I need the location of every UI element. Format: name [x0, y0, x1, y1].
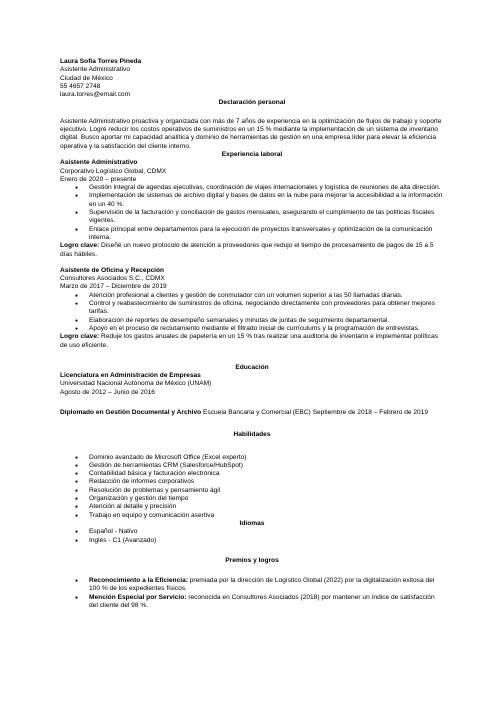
list-item: ● Dominio avanzado de Microsoft Office (Excel experto)	[60, 454, 444, 462]
job-company: Corporativo Logístico Global, CDMX	[60, 167, 167, 175]
contact-block	[60, 58, 444, 99]
award-text: premiada por la dirección de Logístico Global (2022) por la digitalización exitosa del 100 % de los expedientes físicos.	[89, 577, 435, 593]
candidate-phone: 55 4657 2748	[60, 82, 101, 90]
education-degree: Licenciatura en Administración de Empresas	[60, 372, 201, 380]
job-bullets	[60, 292, 444, 333]
candidate-name: Laura Sofía Torres Pineda	[60, 58, 142, 65]
education-diploma	[60, 409, 444, 417]
list-item	[60, 594, 444, 611]
list-item: ● Control y reabastecimiento de suministros de oficina, negociando directamente con proveedores para obtener mejores tarifas.	[60, 300, 444, 317]
education-school: Universidad Nacional Autónoma de México (UNAM)	[60, 380, 212, 388]
job-dates: Enero de 2020 – presente	[60, 175, 137, 183]
education-heading: Educación	[235, 363, 269, 371]
languages-heading: Idiomas	[239, 519, 265, 527]
job-role: Asistente de Oficina y Recepción	[60, 266, 165, 274]
list-item: ● Resolución de problemas y pensamiento ágil	[60, 487, 444, 495]
personal-statement: Asistente Administrativo proactiva y organizada con más de 7 años de experiencia en la optimización de flujos de trabajo y soporte ejecutivo. Logré reducir los costos operativos de suministros en un 15 % mediante la implementación de un sistema de inventario digital. Busco aportar mi capacidad analítica y dominio de herramientas de gestión en una empresa líder para elevar la eficiencia operativa y la satisfacción del cliente interno.	[60, 117, 442, 150]
achievement-label: Logro clave:	[60, 242, 100, 250]
list-item	[60, 577, 444, 594]
list-item: ● Redacción de informes corporativos	[60, 478, 444, 486]
languages-list	[60, 528, 444, 545]
skills-list	[60, 454, 444, 520]
candidate-title: Asistente Administrativo	[60, 66, 130, 74]
diploma-title: Diplomado en Gestión Documental y Archivo	[60, 408, 202, 416]
job-bullets	[60, 184, 444, 242]
list-item: ● Atención al detalle y precisión	[60, 503, 444, 511]
candidate-email: laura.torres@email.com	[60, 91, 131, 99]
job-achievement	[60, 333, 444, 350]
skills-heading: Habilidades	[233, 431, 271, 439]
list-item: ● Implementación de sistemas de archivo digital y bases de datos en la nube para mejorar la accesibilidad a la información en un 40 %.	[60, 192, 444, 209]
job-company: Consultores Asociados S.C., CDMX	[60, 275, 165, 283]
award-text: reconocida en Consultores Asociados (2018) por mantener un índice de satisfacción del cliente del 98 %.	[89, 593, 435, 610]
list-item: ● Trabajo en equipo y comunicación asertiva	[60, 512, 444, 520]
achievement-label: Logro clave:	[60, 333, 100, 341]
candidate-city: Ciudad de México	[60, 74, 113, 82]
awards-heading: Premios y logros	[225, 556, 279, 564]
list-item: ● Enlace principal entre departamentos para la ejecución de proyectos transversales y optimización de la comunicación interna.	[60, 226, 444, 243]
awards-list	[60, 577, 444, 610]
list-item: ● Elaboración de reportes de desempeño semanales y minutas de juntas de seguimiento departamental.	[60, 317, 444, 325]
list-item: ● Supervisión de la facturación y conciliación de gastos mensuales, asegurando el cumplimiento de las políticas fiscales vigentes.	[60, 209, 444, 226]
list-item: ● Inglés - C1 (Avanzado)	[60, 537, 444, 545]
job-achievement	[60, 242, 444, 259]
list-item: ● Español - Nativo	[60, 528, 444, 536]
job-role: Asistente Administrativo	[60, 159, 138, 167]
job-entry	[60, 267, 444, 350]
achievement-text: Diseñé un nuevo protocolo de atención a proveedores que redujo el tiempo de procesamiento de pagos de 15 a 5 días hábiles.	[60, 242, 434, 258]
award-title: Mención Especial por Servicio:	[89, 593, 187, 601]
achievement-text: Reduje los gastos anuales de papelería en un 15 % tras realizar una auditoría de inventario e implementar políticas de uso eficiente.	[60, 333, 438, 349]
list-item: ● Contabilidad básica y facturación electrónica	[60, 470, 444, 478]
resume-page	[60, 58, 444, 610]
personal-heading: Declaración personal	[218, 99, 286, 107]
job-entry	[60, 159, 444, 259]
list-item: ● Organización y gestión del tiempo	[60, 495, 444, 503]
list-item: ● Atención profesional a clientes y gestión de conmutador con un volumen superior a las 50 llamadas diarias.	[60, 292, 444, 300]
list-item: ● Gestión integral de agendas ejecutivas, coordinación de viajes internacionales y logística de reuniones de alta dirección.	[60, 184, 444, 192]
education-dates: Agosto de 2012 – Junio de 2016	[60, 388, 155, 396]
award-title: Reconocimiento a la Eficiencia:	[89, 577, 188, 585]
list-item: ● Apoyo en el proceso de reclutamiento mediante el filtrado inicial de currículums y la programación de entrevistas.	[60, 325, 444, 333]
experience-heading: Experiencia laboral	[221, 150, 283, 158]
job-dates: Marzo de 2017 – Diciembre de 2019	[60, 283, 167, 291]
list-item: ● Gestión de herramientas CRM (Salesforce/HubSpot)	[60, 462, 444, 470]
diploma-details: Escuela Bancaria y Comercial (EBC) Septiembre de 2018 – Febrero de 2019	[201, 408, 429, 416]
